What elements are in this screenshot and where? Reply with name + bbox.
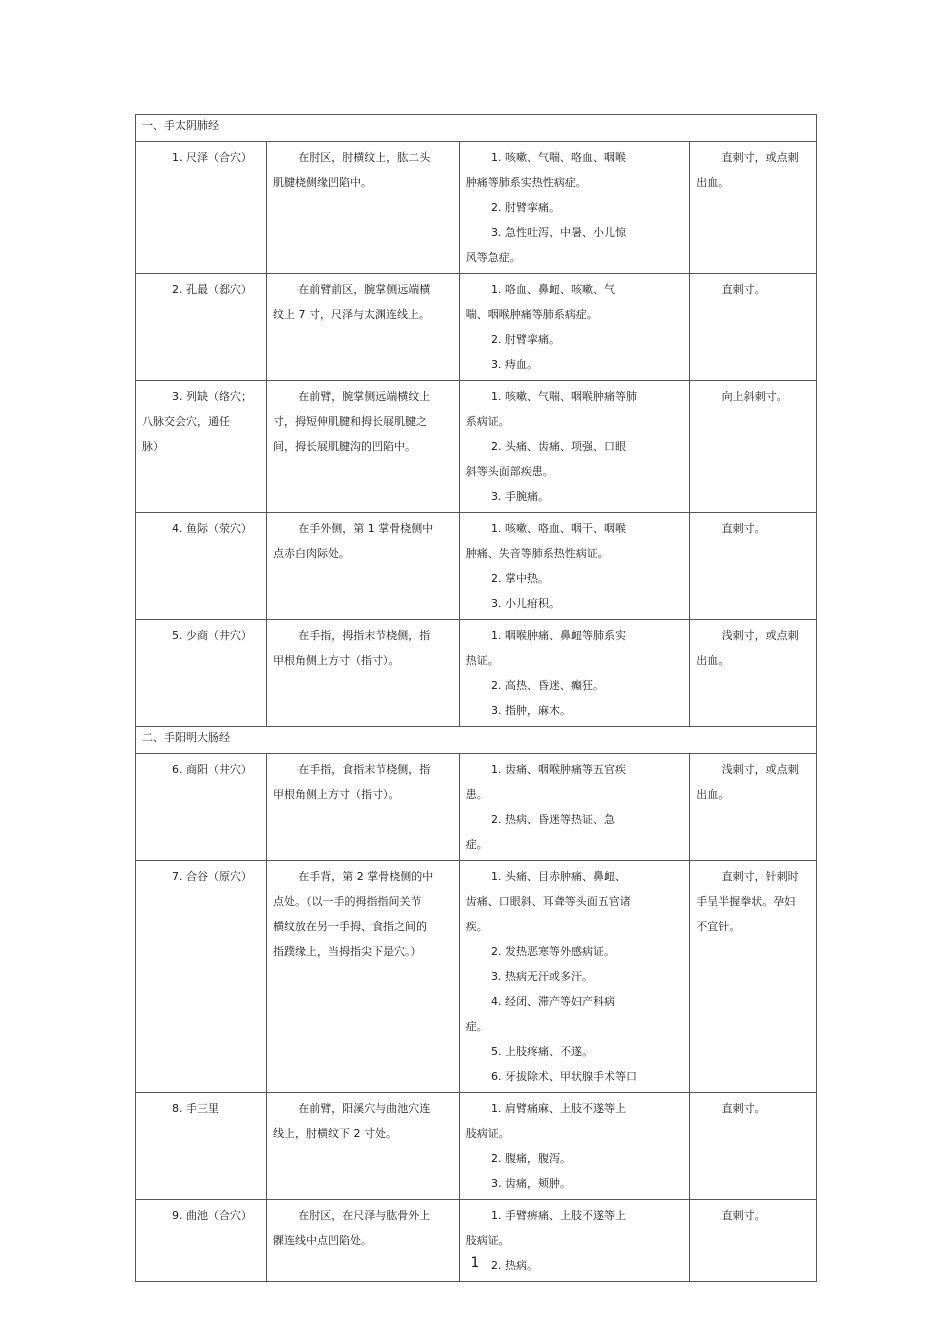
indication-line: 2. 发热恶寒等外感病证。 (491, 945, 615, 958)
location-line: 寸，拇短伸肌腱和拇长展肌腱之 (273, 415, 427, 428)
point-name-line: 2. 孔最（郄穴） (172, 283, 252, 296)
method-cell (690, 274, 817, 381)
indication-line: 患。 (465, 788, 488, 801)
location-line: 在肘区，在尺泽与肱骨外上 (298, 1209, 431, 1222)
indication-line: 齿痛、口眼斜、耳聋等头面五官诸 (465, 895, 631, 908)
table-row (136, 513, 817, 620)
location-cell (267, 274, 460, 381)
indication-line: 症。 (465, 838, 488, 851)
indication-line: 3. 热病无汗或多汗。 (491, 970, 593, 983)
location-line: 在前臂，阳溪穴与曲池穴连 (298, 1102, 431, 1115)
indications-cell (459, 1093, 690, 1200)
point-name-line: 7. 合谷（原穴） (172, 870, 252, 883)
table-row (136, 861, 817, 1093)
method-cell (690, 861, 817, 1093)
method-cell (690, 754, 817, 861)
method-line: 手呈半握拳状。孕妇 (696, 895, 796, 908)
section-header-row (136, 727, 817, 754)
indication-line: 疾。 (465, 920, 488, 933)
table-row (136, 620, 817, 727)
indications-cell (459, 274, 690, 381)
table-row (136, 754, 817, 861)
method-line: 出血。 (696, 176, 730, 189)
location-line: 在肘区，肘横纹上，肱二头 (298, 151, 431, 164)
location-cell (267, 142, 460, 274)
indication-line: 症。 (465, 1020, 488, 1033)
indication-line: 1. 咳嗽、咯血、咽干、咽喉 (491, 522, 626, 535)
acupoint-table (135, 114, 817, 1282)
method-line: 不宜针。 (696, 920, 741, 933)
indication-line: 1. 手臂痹痛、上肢不遂等上 (491, 1209, 626, 1222)
indication-line: 3. 齿痛，颊肿。 (491, 1177, 571, 1190)
indication-line: 2. 高热、昏迷、癫狂。 (491, 679, 604, 692)
point-name-line: 1. 尺泽（合穴） (172, 151, 252, 164)
point-name-line: 3. 列缺（络穴； (172, 390, 252, 403)
indication-line: 3. 指肿，麻木。 (491, 704, 571, 717)
indication-line: 2. 腹痛，腹泻。 (491, 1152, 571, 1165)
indications-cell (459, 754, 690, 861)
indication-line: 风等急症。 (465, 251, 521, 264)
location-cell (267, 513, 460, 620)
method-line: 出血。 (696, 654, 730, 667)
indication-line: 肿痛、失音等肺系热性病证。 (465, 547, 609, 560)
location-line: 甲根角侧上方寸（指寸）。 (273, 654, 400, 667)
location-cell (267, 381, 460, 513)
location-line: 纹上 7 寸，尺泽与太渊连线上。 (273, 308, 430, 321)
indication-line: 2. 肘臂挛痛。 (491, 333, 560, 346)
indication-line: 6. 牙拔除术、甲状腺手术等口 (491, 1070, 637, 1083)
indications-cell (459, 513, 690, 620)
location-cell (267, 861, 460, 1093)
location-line: 在手指，食指末节桡侧，指 (298, 763, 431, 776)
indication-line: 5. 上肢疼痛、不遂。 (491, 1045, 593, 1058)
point-name-cell (136, 513, 267, 620)
indication-line: 肢病证。 (465, 1127, 510, 1140)
location-line: 在前臂前区，腕掌侧远端横 (298, 283, 431, 296)
point-name-line: 6. 商阳（井穴） (172, 763, 252, 776)
indications-cell (459, 620, 690, 727)
indication-line: 肿痛等肺系实热性病症。 (465, 176, 587, 189)
point-name-line: 脉） (142, 440, 164, 453)
indication-line: 1. 齿痛、咽喉肿痛等五官疾 (491, 763, 626, 776)
section-title: 二、手阳明大肠经 (136, 727, 817, 754)
method-line: 直刺寸，或点刺 (721, 151, 799, 164)
indication-line: 3. 手腕痛。 (491, 490, 549, 503)
point-name-cell (136, 381, 267, 513)
section-title: 一、手太阴肺经 (136, 115, 817, 142)
section-header-row (136, 115, 817, 142)
point-name-cell (136, 861, 267, 1093)
indication-line: 1. 咽喉肿痛、鼻衄等肺系实 (491, 629, 626, 642)
indication-line: 肢病证。 (465, 1234, 510, 1247)
method-cell (690, 620, 817, 727)
table-row (136, 142, 817, 274)
point-name-line: 9. 曲池（合穴） (172, 1209, 252, 1222)
location-line: 在手背，第 2 掌骨桡侧的中 (298, 870, 434, 883)
location-line: 线上，肘横纹下 2 寸处。 (273, 1127, 397, 1140)
point-name-cell (136, 620, 267, 727)
method-line: 向上斜刺寸。 (721, 390, 788, 403)
location-cell (267, 1093, 460, 1200)
location-line: 甲根角侧上方寸（指寸）。 (273, 788, 400, 801)
location-cell (267, 620, 460, 727)
method-line: 出血。 (696, 788, 730, 801)
indication-line: 1. 肩臂痛麻、上肢不遂等上 (491, 1102, 626, 1115)
indication-line: 喘、咽喉肿痛等肺系病症。 (465, 308, 598, 321)
indication-line: 1. 咯血、鼻衄、咳嗽、气 (491, 283, 615, 296)
method-line: 直刺寸，针刺时 (721, 870, 799, 883)
indication-line: 1. 咳嗽、气喘、咽喉肿痛等肺 (491, 390, 637, 403)
point-name-cell (136, 1093, 267, 1200)
indication-line: 2. 掌中热。 (491, 572, 549, 585)
indication-line: 2. 热病、昏迷等热证、急 (491, 813, 615, 826)
location-line: 在手指，拇指末节桡侧，指 (298, 629, 431, 642)
point-name-line: 八脉交会穴，通任 (142, 415, 230, 428)
indication-line: 4. 经闭、滞产等妇产科病 (491, 995, 615, 1008)
point-name-line: 5. 少商（井穴） (172, 629, 252, 642)
location-line: 肌腱桡侧缘凹陷中。 (273, 176, 372, 189)
method-line: 浅刺寸，或点刺 (721, 763, 799, 776)
point-name-cell (136, 754, 267, 861)
method-line: 浅刺寸，或点刺 (721, 629, 799, 642)
location-line: 横纹放在另一手拇、食指之间的 (273, 920, 427, 933)
table-row (136, 274, 817, 381)
method-line: 直刺寸。 (721, 283, 766, 296)
indication-line: 斜等头面部疾患。 (465, 465, 554, 478)
indication-line: 热证。 (465, 654, 499, 667)
point-name-line: 8. 手三里 (172, 1102, 219, 1115)
indication-line: 系病证。 (465, 415, 510, 428)
indication-line: 1. 咳嗽、气喘、咯血、咽喉 (491, 151, 626, 164)
location-line: 间，拇长展肌腱沟的凹陷中。 (273, 440, 416, 453)
method-line: 直刺寸。 (721, 522, 766, 535)
indication-line: 2. 头痛、齿痛、项强、口眼 (491, 440, 626, 453)
indications-cell (459, 142, 690, 274)
indication-line: 3. 痔血。 (491, 358, 538, 371)
method-cell (690, 1093, 817, 1200)
indication-line: 1. 头痛、目赤肿痛、鼻衄、 (491, 870, 626, 883)
method-cell (690, 381, 817, 513)
method-line: 直刺寸。 (721, 1102, 766, 1115)
location-line: 髁连线中点凹陷处。 (273, 1234, 372, 1247)
indication-line: 3. 小儿疳积。 (491, 597, 560, 610)
table-row (136, 1093, 817, 1200)
method-line: 直刺寸。 (721, 1209, 766, 1222)
point-name-cell (136, 274, 267, 381)
location-line: 在手外侧，第 1 掌骨桡侧中 (298, 522, 434, 535)
method-cell (690, 513, 817, 620)
location-line: 在前臂，腕掌侧远端横纹上 (298, 390, 431, 403)
location-line: 点处。（以一手的拇指指间关节 (273, 895, 422, 908)
indications-cell (459, 381, 690, 513)
point-name-line: 4. 鱼际（荥穴） (172, 522, 252, 535)
indications-cell (459, 861, 690, 1093)
point-name-cell (136, 142, 267, 274)
table-row (136, 381, 817, 513)
indication-line: 2. 肘臂挛痛。 (491, 201, 560, 214)
indication-line: 3. 急性吐泻、中暑、小儿惊 (491, 226, 626, 239)
location-line: 点赤白肉际处。 (273, 547, 350, 560)
location-line: 指蹼缘上，当拇指尖下是穴。） (273, 945, 422, 958)
page-number: 1 (470, 1255, 480, 1271)
location-cell (267, 754, 460, 861)
table-body (136, 115, 817, 1282)
indication-line: 2. 热病。 (491, 1259, 538, 1272)
method-cell (690, 142, 817, 274)
